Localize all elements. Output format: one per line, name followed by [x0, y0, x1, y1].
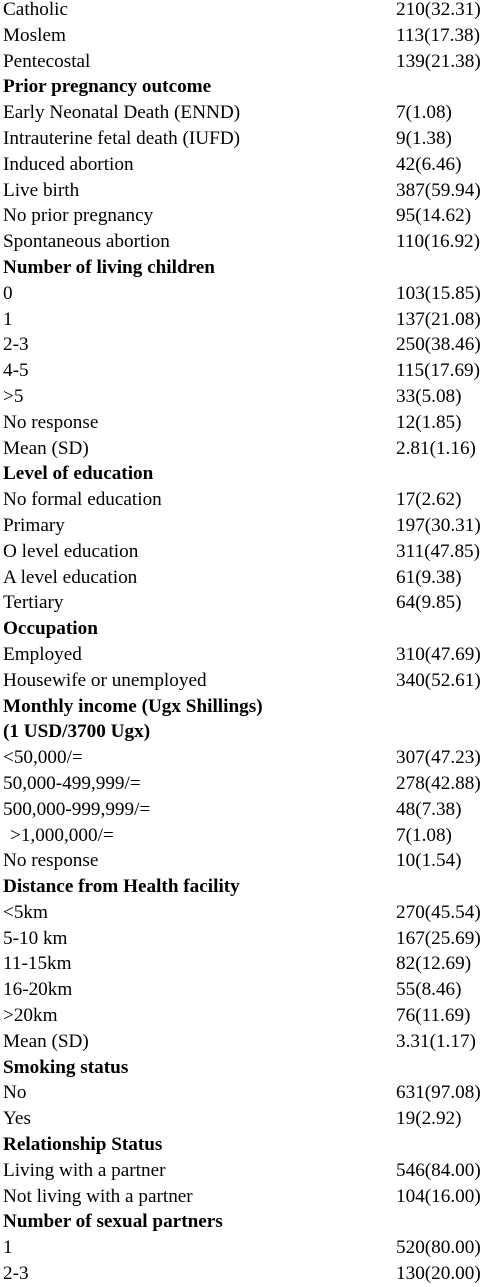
- table-row: [0, 668, 496, 694]
- table-row: [0, 384, 496, 410]
- table-row: [0, 848, 496, 874]
- row-value: 520(80.00): [396, 1237, 481, 1259]
- row-label: 50,000-499,999/=: [3, 772, 141, 794]
- section-header-label: (1 USD/3700 Ugx): [3, 721, 151, 743]
- row-value: 307(47.23): [396, 747, 481, 769]
- table-row: [0, 642, 496, 668]
- table-row: [0, 539, 496, 565]
- row-value: 167(25.69): [396, 927, 481, 949]
- table-row: [0, 49, 496, 75]
- row-label: Housewife or unemployed: [3, 669, 207, 691]
- table-row: [0, 590, 496, 616]
- row-label: Not living with a partner: [3, 1185, 193, 1207]
- row-value: 3.31(1.17): [396, 1030, 476, 1052]
- section-header-row: [0, 874, 496, 900]
- row-value: 139(21.38): [396, 50, 481, 72]
- table-row: [0, 152, 496, 178]
- row-value: 103(15.85): [396, 282, 481, 304]
- row-value: 12(1.85): [396, 411, 462, 433]
- row-value: 7(1.08): [396, 824, 452, 846]
- section-header-label: Number of living children: [3, 256, 215, 278]
- row-value: 137(21.08): [396, 308, 481, 330]
- row-value: 197(30.31): [396, 514, 481, 536]
- section-header-row: [0, 616, 496, 642]
- section-header-label: Relationship Status: [3, 1134, 163, 1156]
- table-row: [0, 126, 496, 152]
- row-label: 5-10 km: [3, 927, 68, 949]
- row-label: No response: [3, 850, 99, 872]
- row-label: Living with a partner: [3, 1159, 166, 1181]
- table-row: [0, 1235, 496, 1261]
- table-row: [0, 436, 496, 462]
- row-value: 311(47.85): [396, 540, 481, 562]
- row-label: No: [3, 1082, 27, 1104]
- section-header-row: [0, 1055, 496, 1081]
- row-label: No response: [3, 411, 99, 433]
- row-value: 113(17.38): [396, 24, 481, 46]
- row-label: Intrauterine fetal death (IUFD): [3, 127, 241, 149]
- row-value: 33(5.08): [396, 385, 462, 407]
- row-label: 1: [3, 308, 13, 330]
- table-row: [0, 977, 496, 1003]
- row-value: 82(12.69): [396, 953, 472, 975]
- table-row: [0, 565, 496, 591]
- table-row: [0, 358, 496, 384]
- row-value: 17(2.62): [396, 489, 462, 511]
- table-row: [0, 771, 496, 797]
- table-row: [0, 926, 496, 952]
- section-header-label: Occupation: [3, 618, 98, 640]
- section-header-row: [0, 719, 496, 745]
- row-value: 340(52.61): [396, 669, 481, 691]
- row-label: Pentecostal: [3, 50, 91, 72]
- row-value: 115(17.69): [396, 360, 481, 382]
- row-label: 0: [3, 282, 13, 304]
- table-row: [0, 1003, 496, 1029]
- section-header-row: [0, 255, 496, 281]
- table-row: [0, 1158, 496, 1184]
- table-row: [0, 100, 496, 126]
- row-value: 250(38.46): [396, 334, 481, 356]
- row-label: Spontaneous abortion: [3, 231, 170, 253]
- section-header-label: Prior pregnancy outcome: [3, 76, 212, 98]
- row-label: >5: [3, 385, 24, 407]
- row-label: 1: [3, 1237, 13, 1259]
- row-value: 64(9.85): [396, 592, 462, 614]
- row-label: Employed: [3, 643, 82, 665]
- section-header-label: Level of education: [3, 463, 154, 485]
- row-label: Mean (SD): [3, 1030, 89, 1052]
- table-row: [0, 1029, 496, 1055]
- row-label: >1,000,000/=: [10, 824, 114, 846]
- row-value: 61(9.38): [396, 566, 462, 588]
- row-label: 11-15km: [3, 953, 72, 975]
- table-row: [0, 745, 496, 771]
- row-label: 500,000-999,999/=: [3, 798, 151, 820]
- row-label: Tertiary: [3, 592, 64, 614]
- row-value: 270(45.54): [396, 901, 481, 923]
- row-label: Yes: [3, 1108, 31, 1130]
- table-row: [0, 951, 496, 977]
- row-label: No prior pregnancy: [3, 205, 154, 227]
- row-value: 110(16.92): [396, 231, 481, 253]
- row-value: 2.81(1.16): [396, 437, 476, 459]
- row-label: Live birth: [3, 179, 80, 201]
- table-row: [0, 823, 496, 849]
- row-value: 210(32.31): [396, 0, 481, 20]
- row-value: 104(16.00): [396, 1185, 481, 1207]
- row-value: 631(97.08): [396, 1082, 481, 1104]
- row-label: Primary: [3, 514, 65, 536]
- table-row: [0, 1080, 496, 1106]
- table-row: [0, 0, 496, 23]
- row-label: Induced abortion: [3, 153, 134, 175]
- row-value: 19(2.92): [396, 1108, 462, 1130]
- table-row: [0, 1184, 496, 1210]
- section-header-row: [0, 461, 496, 487]
- row-label: <5km: [3, 901, 48, 923]
- table-row: [0, 1261, 496, 1287]
- row-value: 278(42.88): [396, 772, 481, 794]
- table-row: [0, 797, 496, 823]
- row-label: 4-5: [3, 360, 29, 382]
- row-value: 55(8.46): [396, 979, 462, 1001]
- row-label: 2-3: [3, 334, 29, 356]
- table-row: [0, 487, 496, 513]
- table-row: [0, 281, 496, 307]
- row-label: Catholic: [3, 0, 69, 20]
- table-row: [0, 900, 496, 926]
- row-value: 310(47.69): [396, 643, 481, 665]
- section-header-label: Distance from Health facility: [3, 876, 240, 898]
- section-header-label: Monthly income (Ugx Shillings): [3, 695, 263, 717]
- row-value: 387(59.94): [396, 179, 481, 201]
- section-header-label: Number of sexual partners: [3, 1211, 223, 1233]
- table-row: [0, 307, 496, 333]
- row-value: 7(1.08): [396, 102, 452, 124]
- row-label: No formal education: [3, 489, 162, 511]
- row-label: >20km: [3, 1005, 58, 1027]
- row-value: 9(1.38): [396, 127, 452, 149]
- row-label: A level education: [3, 566, 138, 588]
- row-value: 546(84.00): [396, 1159, 481, 1181]
- row-label: O level education: [3, 540, 139, 562]
- table-row: [0, 332, 496, 358]
- row-label: Moslem: [3, 24, 66, 46]
- row-value: 48(7.38): [396, 798, 462, 820]
- section-header-row: [0, 694, 496, 720]
- row-label: 2-3: [3, 1263, 29, 1285]
- section-header-row: [0, 74, 496, 100]
- table-row: [0, 178, 496, 204]
- row-label: 16-20km: [3, 979, 73, 1001]
- section-header-row: [0, 1132, 496, 1158]
- row-value: 130(20.00): [396, 1263, 481, 1285]
- table-row: [0, 1106, 496, 1132]
- row-value: 42(6.46): [396, 153, 462, 175]
- row-label: Mean (SD): [3, 437, 89, 459]
- table-row: [0, 229, 496, 255]
- row-value: 95(14.62): [396, 205, 472, 227]
- table-row: [0, 410, 496, 436]
- table-row: [0, 23, 496, 49]
- row-label: Early Neonatal Death (ENND): [3, 102, 241, 124]
- row-label: <50,000/=: [3, 747, 83, 769]
- table-row: [0, 203, 496, 229]
- section-header-label: Smoking status: [3, 1056, 129, 1078]
- table-row: [0, 513, 496, 539]
- row-value: 76(11.69): [396, 1005, 471, 1027]
- section-header-row: [0, 1209, 496, 1235]
- row-value: 10(1.54): [396, 850, 462, 872]
